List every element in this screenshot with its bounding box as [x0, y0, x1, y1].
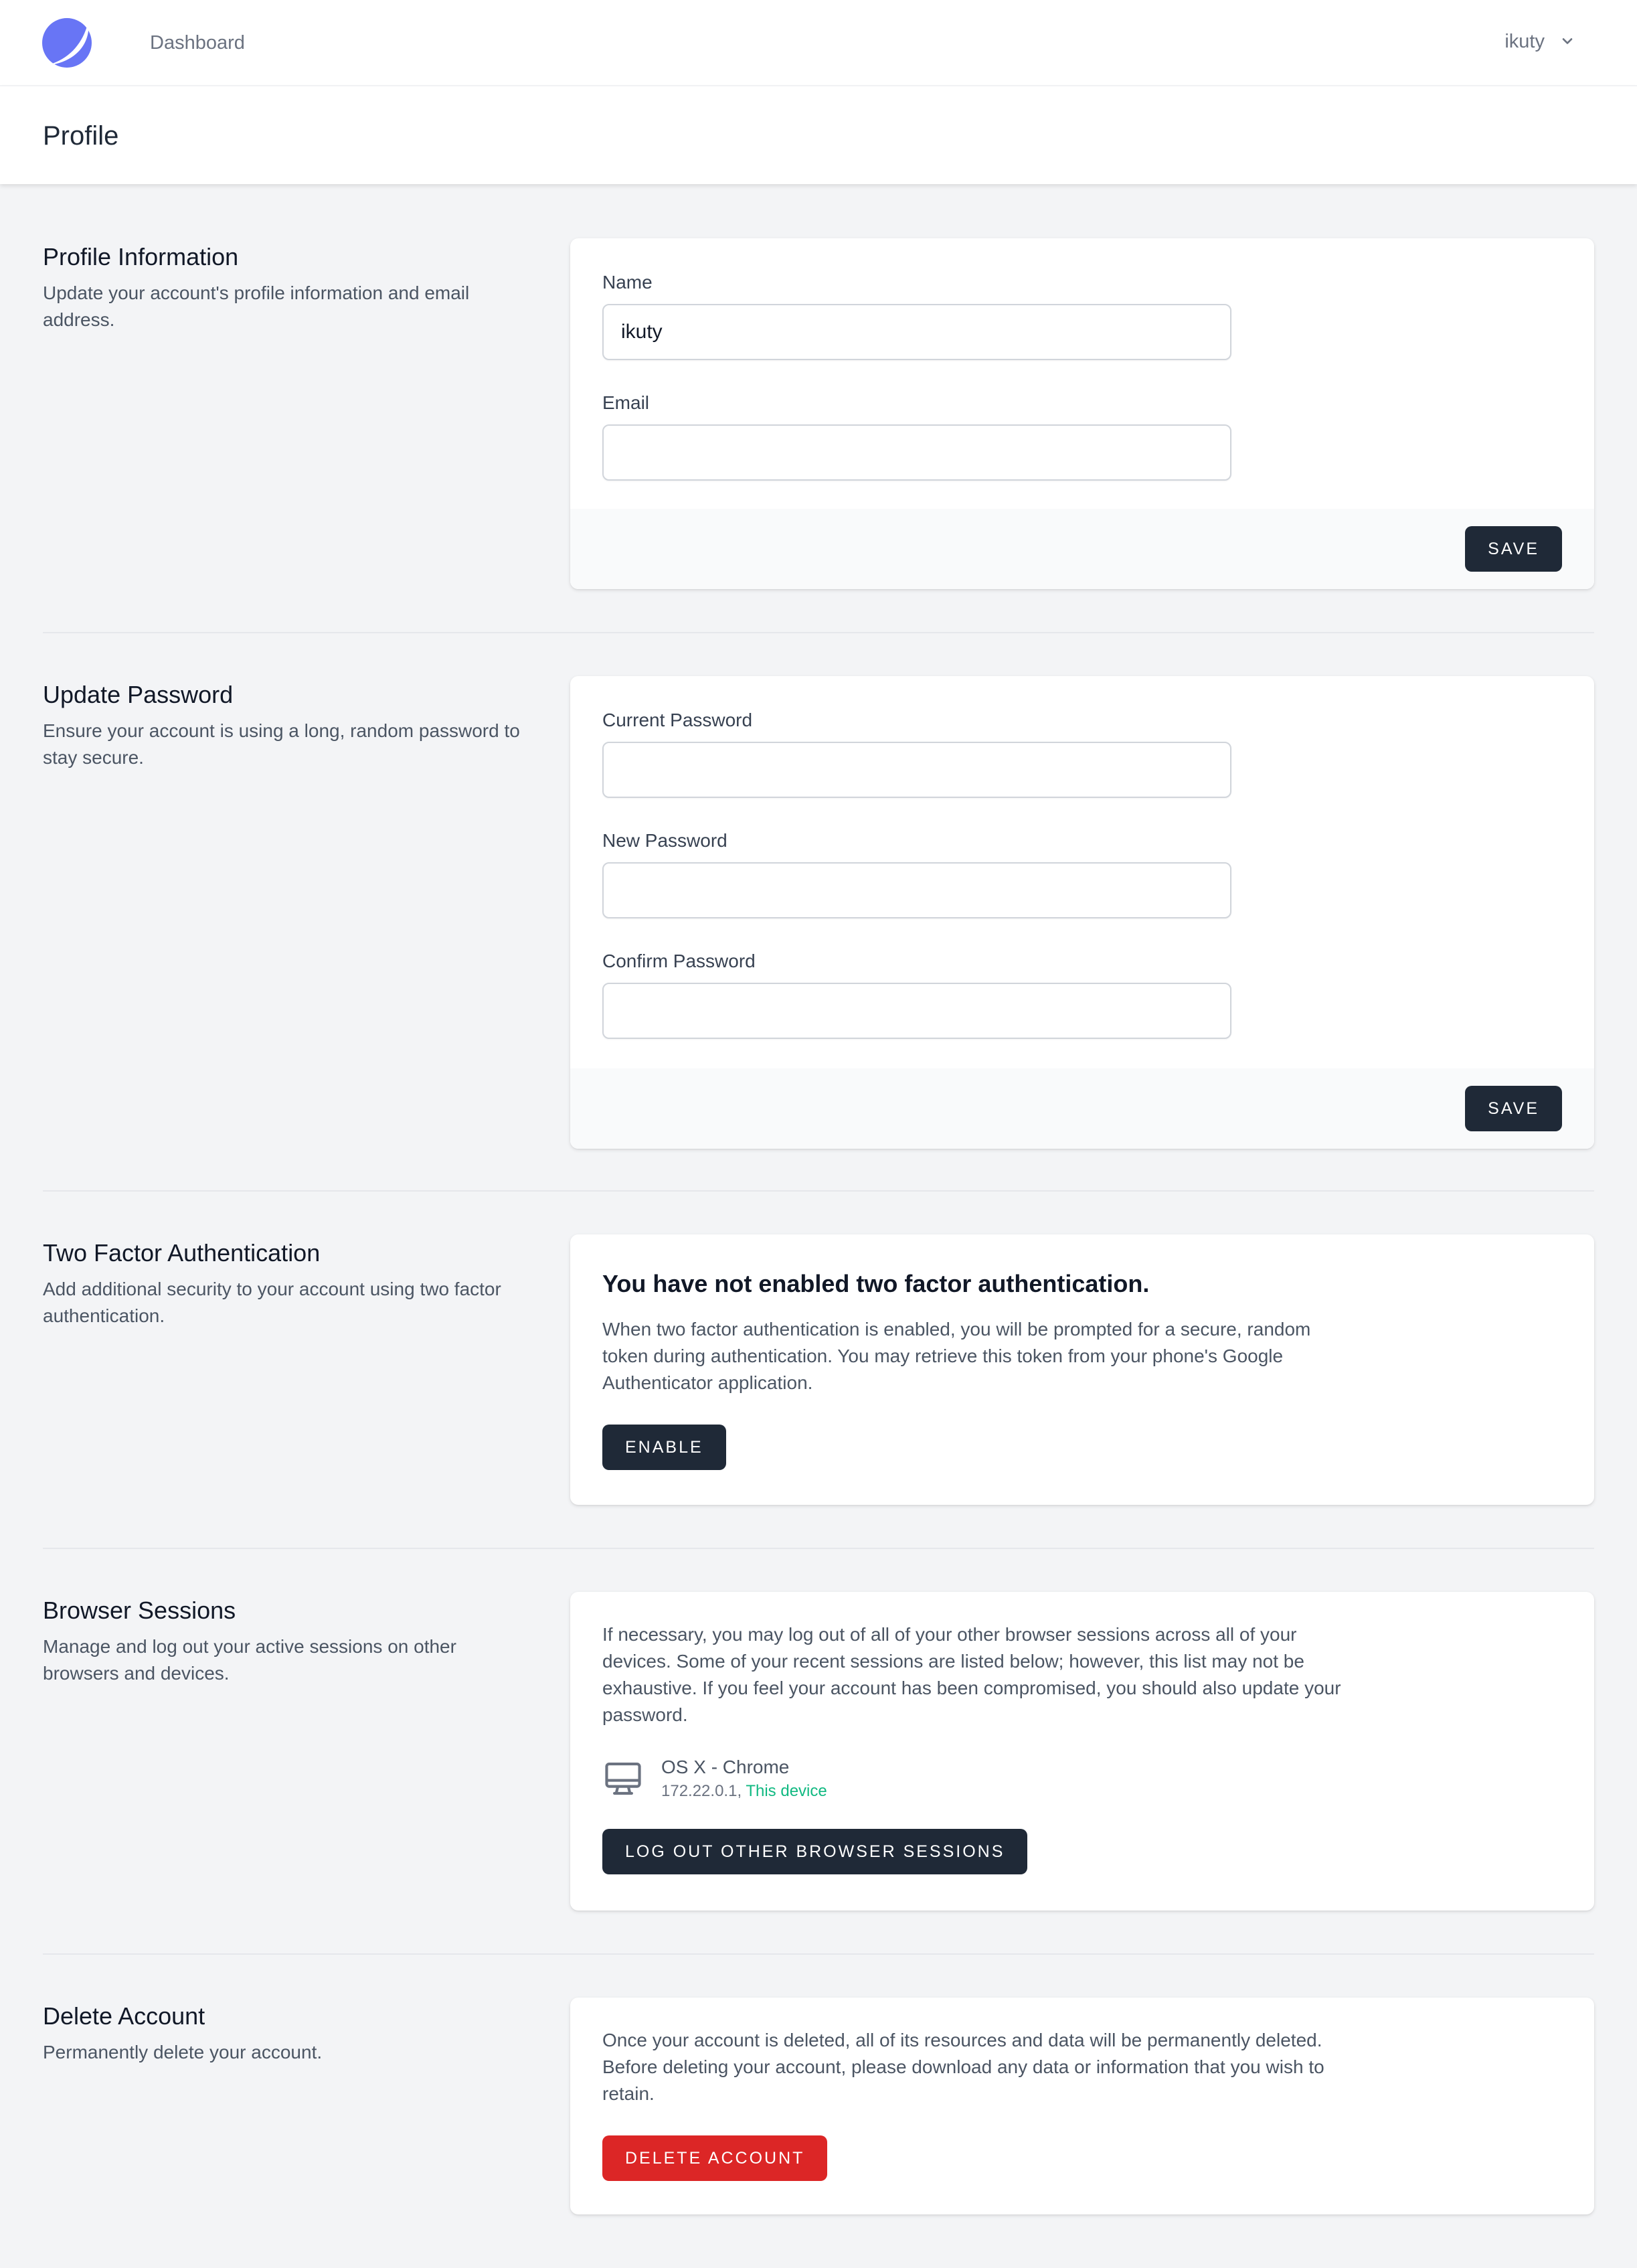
- email-label: Email: [602, 392, 650, 413]
- this-device-label: This device: [746, 1782, 827, 1800]
- section-info: [43, 680, 531, 771]
- page-header: [0, 86, 1637, 184]
- delete-account-explanation: Once your account is deleted, all of its resources and data will be permanently deleted. Before deleting your account, please download any data or information that you wish to retain.: [602, 2030, 1324, 2104]
- two-factor-card: [570, 1234, 1594, 1505]
- new-password-input[interactable]: [602, 862, 1231, 918]
- confirm-password-input[interactable]: [602, 983, 1231, 1039]
- name-input[interactable]: [602, 304, 1231, 360]
- logout-other-sessions-button[interactable]: LOG OUT OTHER BROWSER SESSIONS: [602, 1829, 1027, 1874]
- new-password-label: New Password: [602, 830, 727, 851]
- user-menu[interactable]: [1504, 29, 1575, 54]
- two-factor-status: You have not enabled two factor authentication.: [602, 1270, 1150, 1297]
- sessions-explanation: If necessary, you may log out of all of your other browser sessions across all of your devices. Some of your recent sessions are listed below; however, this list may not be exhaustive. If you feel your account has been compromised, you should also update your password.: [602, 1624, 1341, 1725]
- section-info: [43, 2002, 531, 2066]
- section-divider: [43, 632, 1594, 633]
- section-divider: [43, 1953, 1594, 1955]
- page-title: Profile: [43, 121, 119, 151]
- nav-dashboard-link[interactable]: Dashboard: [150, 32, 245, 54]
- name-label: Name: [602, 272, 653, 293]
- update-password-card: [570, 676, 1594, 1149]
- delete-account-card: [570, 1998, 1594, 2214]
- session-ip: 172.22.0.1,: [661, 1782, 742, 1800]
- profile-information-card: [570, 238, 1594, 589]
- section-title: Update Password: [43, 681, 234, 708]
- card-footer: [570, 1068, 1594, 1149]
- chevron-down-icon: [1559, 33, 1575, 50]
- section-description: Ensure your account is using a long, random password to stay secure.: [43, 720, 520, 768]
- section-title: Profile Information: [43, 243, 239, 270]
- session-device: OS X - Chrome: [661, 1757, 790, 1777]
- session-details: [661, 1755, 827, 1802]
- section-divider: [43, 1190, 1594, 1192]
- section-description: Add additional security to your account using two factor authentication.: [43, 1279, 501, 1326]
- browser-sessions-card: [570, 1592, 1594, 1911]
- section-title: Two Factor Authentication: [43, 1239, 321, 1267]
- section-title: Delete Account: [43, 2002, 205, 2030]
- section-description: Permanently delete your account.: [43, 2042, 323, 2062]
- desktop-icon: [602, 1758, 644, 1799]
- current-password-input[interactable]: [602, 742, 1231, 798]
- enable-two-factor-button[interactable]: ENABLE: [602, 1425, 726, 1470]
- save-password-button[interactable]: SAVE: [1465, 1086, 1562, 1131]
- current-password-field: [602, 708, 1562, 798]
- confirm-password-label: Confirm Password: [602, 951, 756, 971]
- section-info: [43, 242, 531, 333]
- email-input[interactable]: [602, 424, 1231, 481]
- section-info: [43, 1238, 531, 1329]
- two-factor-explanation: When two factor authentication is enabled, you will be prompted for a secure, random token during authentication. You may retrieve this token from your phone's Google Authenticator application.: [602, 1319, 1311, 1393]
- logo-icon[interactable]: [41, 17, 92, 68]
- session-meta: [661, 1781, 827, 1802]
- top-navigation: [0, 0, 1637, 86]
- section-description: Update your account's profile information and email address.: [43, 282, 470, 330]
- session-item: [602, 1755, 1562, 1802]
- delete-account-button[interactable]: DELETE ACCOUNT: [602, 2135, 827, 2181]
- user-name: ikuty: [1504, 31, 1545, 52]
- name-field: [602, 270, 1562, 360]
- section-divider: [43, 1548, 1594, 1549]
- confirm-password-field: [602, 949, 1562, 1039]
- current-password-label: Current Password: [602, 710, 753, 730]
- section-description: Manage and log out your active sessions on other browsers and devices.: [43, 1636, 456, 1684]
- section-info: [43, 1596, 531, 1687]
- new-password-field: [602, 829, 1562, 918]
- email-field: [602, 391, 1562, 481]
- card-footer: [570, 509, 1594, 589]
- save-profile-button[interactable]: SAVE: [1465, 526, 1562, 572]
- section-title: Browser Sessions: [43, 1597, 236, 1624]
